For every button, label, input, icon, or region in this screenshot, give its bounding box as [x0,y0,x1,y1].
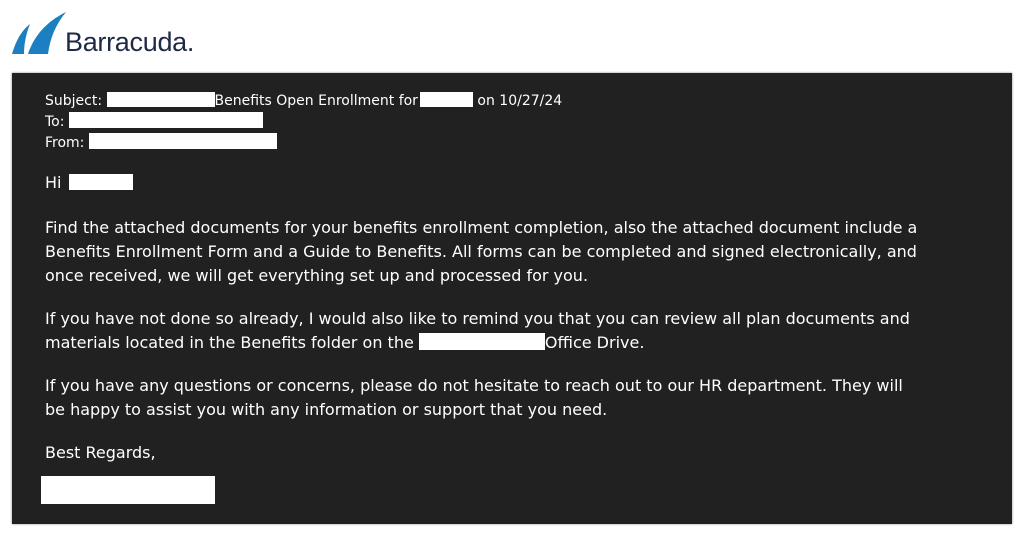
barracuda-fin-icon [10,10,68,56]
to-label: To: [45,114,65,130]
redaction-block [69,174,133,190]
redaction-block [419,333,545,350]
signature-redaction [41,476,215,504]
from-label: From: [45,135,85,151]
from-line [45,133,1012,154]
barracuda-logo [10,10,194,56]
subject-label: Subject: [45,93,103,109]
body-paragraph-1: Find the attached documents for your benefits enrollment completion, also the attached document include a Benefits Enrollment Form and a Guide to Benefits. All forms can be completed and signed electronically, and once received, we will get everything set up and processed for you. [45,218,918,285]
to-line [45,112,1012,133]
redaction-block [420,92,473,107]
subject-line [45,91,1012,112]
email-screenshot [12,73,1012,524]
greeting [45,172,1012,194]
subject-text: Benefits Open Enrollment for [214,93,418,109]
logo-wordmark: Barracuda. [65,27,195,57]
redaction-block [107,92,215,107]
paragraph-2-end: Office Drive. [544,333,645,352]
body-paragraph-3: If you have any questions or concerns, please do not hesitate to reach out to our HR department. They will be happy to assist you with any information or support that you need. [45,376,903,419]
subject-date: on 10/27/24 [477,93,563,109]
redaction-block [69,112,263,128]
redaction-block [89,133,277,149]
greeting-text: Hi [45,173,62,192]
body-paragraph-2 [45,307,925,355]
paragraph-2-text: If you have not done so already, I would also like to remind you that you can review all plan documents and materials located in the Benefits folder on the [45,309,910,352]
closing: Best Regards, [45,443,156,462]
